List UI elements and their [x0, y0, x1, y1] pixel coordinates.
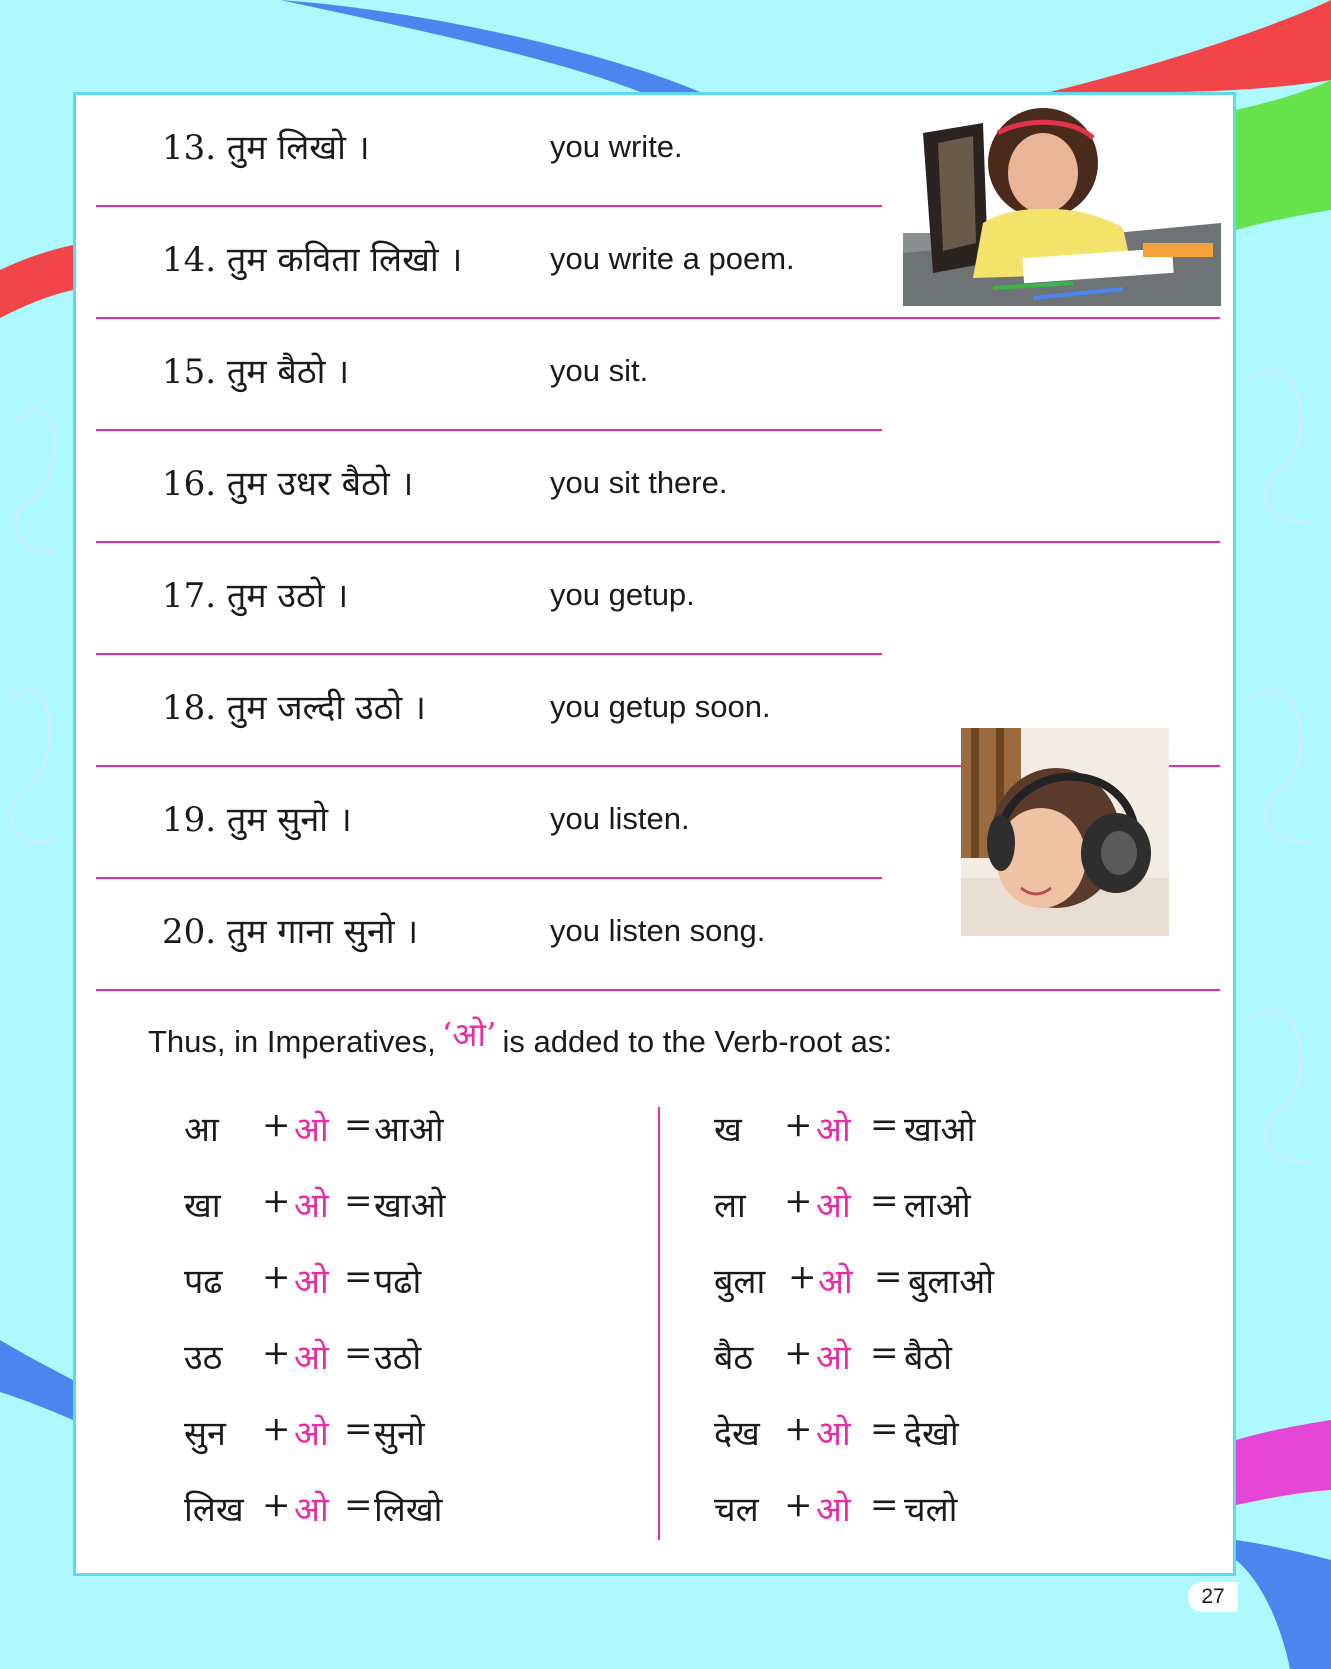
result: चलो	[904, 1490, 958, 1530]
result: खाओ	[904, 1110, 976, 1150]
suffix: ओ	[294, 1262, 329, 1302]
result: सुनो	[374, 1414, 425, 1454]
hindi-sentence: 20. तुम गाना सुनो ।	[162, 912, 419, 952]
suffix: ओ	[816, 1490, 851, 1530]
suffix: ओ	[816, 1338, 851, 1378]
english-translation: you getup.	[550, 577, 695, 612]
english-translation: you sit.	[550, 353, 649, 388]
result: उठो	[374, 1338, 422, 1378]
suffix: ओ	[816, 1110, 851, 1150]
hindi-sentence: 15. तुम बैठो ।	[162, 352, 350, 392]
suffix: ओ	[294, 1338, 329, 1378]
english-translation: you write a poem.	[550, 241, 795, 276]
suffix: ओ	[294, 1186, 329, 1226]
sentence-row	[76, 543, 1239, 655]
result: पढो	[374, 1262, 422, 1302]
suffix: ओ	[294, 1414, 329, 1454]
verb-root: सुन	[184, 1414, 226, 1454]
verb-root: बैठ	[714, 1338, 754, 1378]
verb-root: उठ	[184, 1338, 223, 1378]
sentence-row	[76, 319, 1239, 431]
result: बुलाओ	[908, 1262, 995, 1302]
hindi-sentence: 13. तुम लिखो ।	[162, 128, 370, 168]
hindi-sentence: 16. तुम उधर बैठो ।	[162, 464, 414, 504]
hindi-sentence: 14. तुम कविता लिखो ।	[162, 240, 463, 280]
verb-root: देख	[714, 1414, 760, 1454]
english-translation: you sit there.	[550, 465, 728, 500]
suffix: ओ	[816, 1414, 851, 1454]
verb-root: लिख	[184, 1490, 244, 1530]
english-translation: you listen song.	[550, 913, 766, 948]
english-translation: you getup soon.	[550, 689, 771, 724]
english-translation: you write.	[550, 129, 683, 164]
hindi-sentence: 19. तुम सुनो ।	[162, 800, 352, 840]
suffix: ओ	[818, 1262, 853, 1302]
english-translation: you listen.	[550, 801, 690, 836]
hindi-sentence: 17. तुम उठो ।	[162, 576, 349, 616]
verb-root: ख	[714, 1110, 742, 1150]
verb-root: आ	[184, 1110, 219, 1150]
verb-root: चल	[714, 1490, 759, 1530]
baby-headphones-photo	[961, 728, 1169, 936]
suffix: ओ	[816, 1186, 851, 1226]
row-divider	[96, 989, 1220, 991]
girl-writing-photo	[903, 103, 1221, 306]
sentence-row	[76, 431, 1239, 543]
result: आओ	[374, 1110, 444, 1150]
result: बैठो	[904, 1338, 952, 1378]
content-panel: 13. तुम लिखो । you write. 14. तुम कविता लिखो । you write a poem. 15. तुम बैठो । you sit. 16. तुम उधर बैठो । you sit there. 17. तुम उठो । you getup. 18. तुम जल्दी उठो । you getup soon. 19. तुम सुनो । you listen. 20. तुम गाना सुनो । you listen song. Thus, in Imperatives, ‘ओ’ is added to the Verb-root as: आ + ओ = आओ खा + ओ = खाओ पढ + ओ = पढो उठ + ओ = उठो सुन + ओ = सुनो लिख + ओ = लिखो ख + ओ = खाओ ला + ओ = लाओ बुला + ओ = बुलाओ बैठ + ओ = बैठो देख + ओ = देखो चल + ओ = चलो	[73, 92, 1236, 1576]
result: लिखो	[374, 1490, 443, 1530]
summary-text: Thus, in Imperatives, ‘ओ’ is added to the Verb-root as:	[148, 1015, 892, 1059]
verb-root: ला	[714, 1186, 746, 1226]
verb-root: बुला	[714, 1262, 766, 1302]
page-number: 27	[1188, 1582, 1238, 1612]
column-divider	[658, 1107, 660, 1540]
result: खाओ	[374, 1186, 446, 1226]
suffix: ओ	[294, 1490, 329, 1530]
suffix: ओ	[294, 1110, 329, 1150]
verb-root: खा	[184, 1186, 221, 1226]
hindi-sentence: 18. तुम जल्दी उठो ।	[162, 688, 426, 728]
result: देखो	[904, 1414, 959, 1454]
suffix-highlight: ‘ओ’	[441, 1015, 497, 1054]
result: लाओ	[904, 1186, 971, 1226]
verb-root: पढ	[184, 1262, 223, 1302]
